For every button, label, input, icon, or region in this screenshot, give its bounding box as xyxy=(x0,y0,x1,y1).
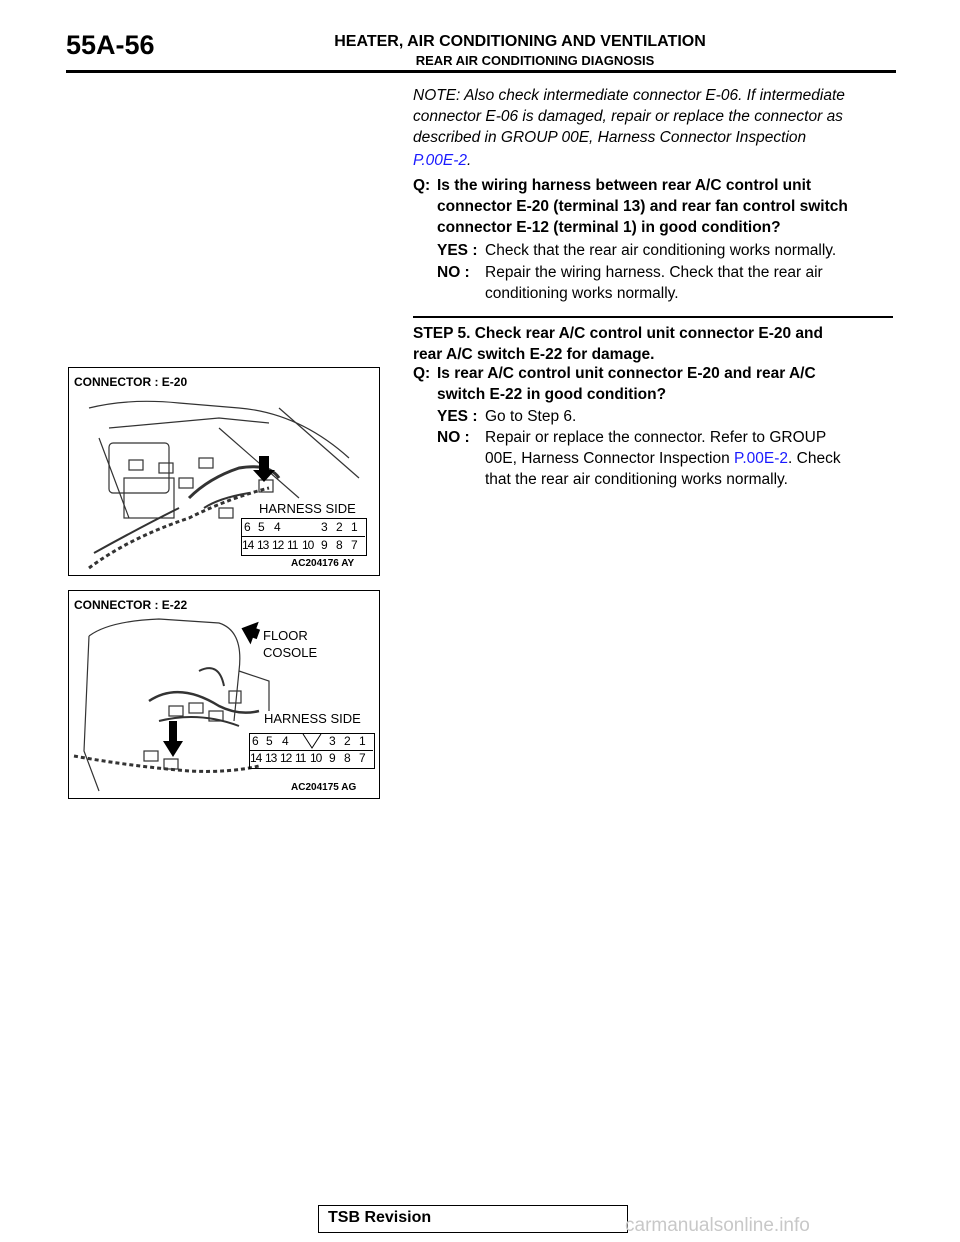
pin-label: 14 xyxy=(242,538,254,552)
figure-title: CONNECTOR : E-22 xyxy=(74,598,188,612)
note-suffix: . xyxy=(467,152,472,169)
footer-label: TSB Revision xyxy=(328,1209,432,1226)
question-label: Q: xyxy=(413,365,431,382)
question-line: switch E-22 in good condition? xyxy=(437,386,667,403)
note-block xyxy=(413,85,898,171)
pin-label: 7 xyxy=(351,538,358,552)
note-line: described in GROUP 00E, Harness Connector Inspection xyxy=(413,129,807,146)
watermark: carmanualsonline.info xyxy=(625,1215,810,1236)
connector-pinout xyxy=(249,733,373,767)
no-text-line: Repair the wiring harness. Check that the rear air xyxy=(485,264,823,281)
pin-label: 2 xyxy=(344,734,351,748)
step-5-heading xyxy=(413,323,898,365)
pin-label: 11 xyxy=(287,538,298,552)
no-label: NO : xyxy=(437,429,470,446)
pin-label: 4 xyxy=(282,734,289,748)
pin-label: 3 xyxy=(321,520,328,534)
arrow-left-icon xyxy=(237,617,262,646)
no-link[interactable]: P.00E-2 xyxy=(734,450,789,467)
no-text-line: that the rear air conditioning works normally. xyxy=(485,471,788,488)
pin-label: 12 xyxy=(272,538,284,552)
key-notch-icon xyxy=(301,733,323,750)
note-link[interactable]: P.00E-2 xyxy=(413,152,468,169)
step-rule xyxy=(413,316,893,318)
pin-label: 2 xyxy=(336,520,343,534)
step-line: rear A/C switch E-22 for damage. xyxy=(413,346,655,363)
pin-label: 14 xyxy=(250,751,262,765)
question-line: Is rear A/C control unit connector E-20 and rear A/C xyxy=(437,365,816,382)
floor-label-line: COSOLE xyxy=(263,645,318,660)
figure-code: AC204175 AG xyxy=(291,782,357,793)
no-text-line: 00E, Harness Connector Inspection xyxy=(485,450,734,467)
section-subtitle: REAR AIR CONDITIONING DIAGNOSIS xyxy=(415,53,655,68)
connector-pinout xyxy=(241,518,365,554)
answer-no-1 xyxy=(437,262,897,304)
pin-label: 9 xyxy=(329,751,336,765)
note-line: connector E-06 is damaged, repair or replace the connector as xyxy=(413,108,843,125)
figure-code: AC204176 AY xyxy=(291,558,355,569)
yes-text: Check that the rear air conditioning works normally. xyxy=(485,242,837,259)
no-text-line: conditioning works normally. xyxy=(485,285,679,302)
pin-label: 1 xyxy=(351,520,358,534)
floor-label-line: FLOOR xyxy=(263,628,308,643)
harness-side-label: HARNESS SIDE xyxy=(264,711,361,726)
pin-label: 7 xyxy=(359,751,366,765)
header-rule xyxy=(66,70,896,73)
question-label: Q: xyxy=(413,177,431,194)
figure-connector-e22 xyxy=(68,590,380,799)
pin-label: 4 xyxy=(274,520,281,534)
pin-label: 3 xyxy=(329,734,336,748)
question-line: connector E-12 (terminal 1) in good condition? xyxy=(437,219,781,236)
question-2 xyxy=(413,363,893,405)
pin-label: 11 xyxy=(295,751,306,765)
pin-label: 6 xyxy=(252,734,259,748)
arrow-down-icon xyxy=(163,721,183,757)
pin-label: 5 xyxy=(266,734,273,748)
yes-label: YES : xyxy=(437,408,478,425)
pin-label: 13 xyxy=(257,538,269,552)
step-line: STEP 5. Check rear A/C control unit connector E-20 and xyxy=(413,325,823,342)
no-label: NO : xyxy=(437,264,470,281)
note-line: NOTE: Also check intermediate connector E-06. If intermediate xyxy=(413,87,845,104)
answer-yes-1 xyxy=(437,240,897,261)
answer-no-2 xyxy=(437,427,897,490)
answer-yes-2 xyxy=(437,406,897,427)
pin-label: 10 xyxy=(302,538,314,552)
yes-label: YES : xyxy=(437,242,478,259)
pin-label: 13 xyxy=(265,751,277,765)
pin-label: 9 xyxy=(321,538,328,552)
no-text-line: Repair or replace the connector. Refer to GROUP xyxy=(485,429,827,446)
harness-side-label: HARNESS SIDE xyxy=(259,501,356,516)
pin-label: 6 xyxy=(244,520,251,534)
pin-label: 12 xyxy=(280,751,292,765)
page-number: 55A-56 xyxy=(66,30,155,60)
section-title: HEATER, AIR CONDITIONING AND VENTILATION xyxy=(334,33,706,50)
question-line: connector E-20 (terminal 13) and rear fan control switch xyxy=(437,198,848,215)
yes-text: Go to Step 6. xyxy=(485,408,577,425)
pin-label: 8 xyxy=(344,751,351,765)
question-1 xyxy=(413,175,893,238)
figure-connector-e20 xyxy=(68,367,380,576)
pin-label: 10 xyxy=(310,751,322,765)
pin-label: 8 xyxy=(336,538,343,552)
question-line: Is the wiring harness between rear A/C control unit xyxy=(437,177,812,194)
floor-console-label xyxy=(263,627,317,661)
pin-label: 1 xyxy=(359,734,366,748)
pin-label: 5 xyxy=(258,520,265,534)
no-text-line: . Check xyxy=(788,450,841,467)
figure-title: CONNECTOR : E-20 xyxy=(74,375,188,389)
